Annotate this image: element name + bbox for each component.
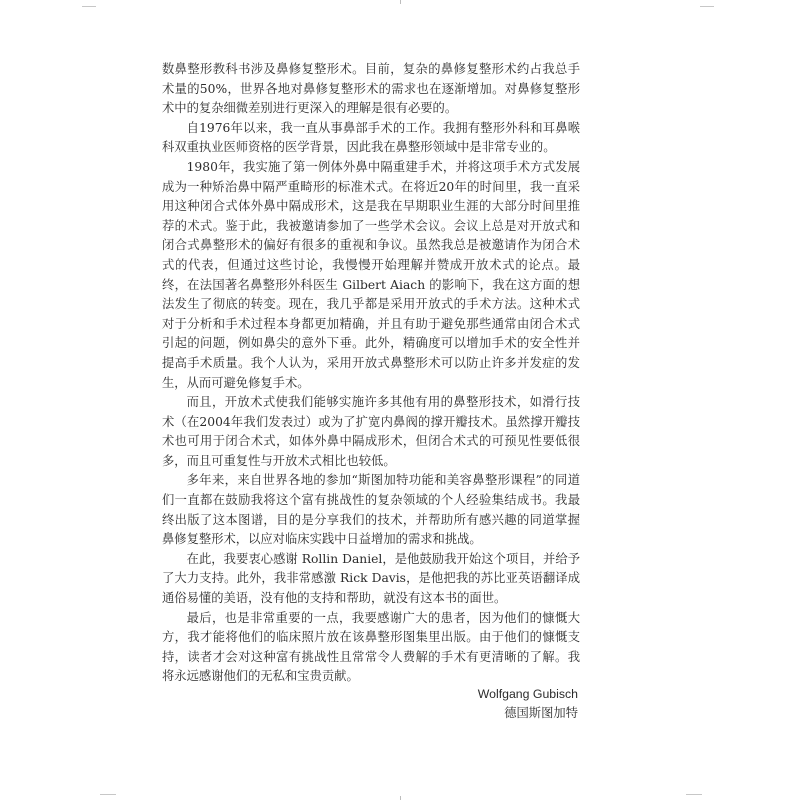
paragraph: 而且，开放术式使我们能够实施许多其他有用的鼻整形技术，如滑行技术（在2004年我们发表过）或为了扩宽内鼻阀的撑开瓣技术。虽然撑开瓣技术也可用于闭合术式，如体外鼻中隔成形术，但闭合术式的可预见性要低很多，而且可重复性与开放术式相比也较低。: [162, 395, 580, 468]
preface-body: [162, 60, 580, 687]
paragraph: 在此，我要衷心感谢 Rollin Daniel，是他鼓励我开始这个项目，并给予了大力支持。此外，我非常感激 Rick Davis，是他把我的苏比亚英语翻译成通俗易懂的美语，没有他的支持和帮助，就没有这本书的面世。: [162, 551, 580, 606]
crop-mark-bottom-center: [400, 796, 401, 800]
paragraph: 数鼻整形教科书涉及鼻修复整形术。目前，复杂的鼻修复整形术约占我总手术量的50%，世界各地对鼻修复整形术的需求也在逐渐增加。对鼻修复整形术中的复杂细微差别进行更深入的理解是很有必要的。: [162, 62, 580, 116]
paragraph: 自1976年以来，我一直从事鼻部手术的工作。我拥有整形外科和耳鼻喉科双重执业医师资格的医学背景，因此我在鼻整形领域中是非常专业的。: [162, 120, 580, 155]
crop-mark-bottom-right: [686, 794, 702, 795]
crop-mark-top-right: [700, 6, 714, 7]
author-location: 德国斯图加特: [504, 706, 578, 720]
paragraph: 多年来，来自世界各地的参加“斯图加特功能和美容鼻整形课程”的同道们一直都在鼓励我将这个富有挑战性的复杂领域的个人经验集结成书。我最终出版了这本图谱，目的是分享我们的技术，并帮助所有感兴趣的同道掌握鼻修复整形术，以应对临床实践中日益增加的需求和挑战。: [162, 473, 580, 547]
author-name: Wolfgang Gubisch: [477, 687, 578, 701]
paragraph: 1980年，我实施了第一例体外鼻中隔重建手术，并将这项手术方式发展成为一种矫治鼻中隔严重畸形的标准术式。在将近20年的时间里，我一直采用这种闭合式体外鼻中隔成形术，这是我在早期职业生涯的大部分时间里推荐的术式。鉴于此，我被邀请参加了一些学术会议。会议上总是对开放式和闭合式鼻整形术的偏好有很多的重视和争议。虽然我总是被邀请作为闭合术式的代表，但通过这些讨论，我慢慢开始理解并赞成开放术式的论点。最终，在法国著名鼻整形外科医生 Gilbert Aiach 的影响下，我在这方面的想法发生了彻底的转变。现在，我几乎都是采用开放式的手术方法。这种术式对于分析和手术过程本身都更加精确，并且有助于避免那些通常由闭合术式引起的问题，例如鼻尖的意外下垂。此外，精确度可以增加手术的安全性并提高手术质量。我个人认为，采用开放式鼻整形术可以防止许多并发症的发生，从而可避免修复手术。: [162, 159, 580, 390]
crop-mark-top-center: [400, 0, 401, 4]
paragraph: 最后，也是非常重要的一点，我要感谢广大的患者，因为他们的慷慨大方，我才能将他们的临床照片放在该鼻整形图集里出版。由于他们的慷慨支持，读者才会对这种富有挑战性且常常令人费解的手术有更清晰的了解。我将永远感谢他们的无私和宝贵贡献。: [162, 610, 580, 684]
crop-mark-bottom-left: [100, 794, 116, 795]
crop-mark-top-left: [82, 6, 96, 7]
